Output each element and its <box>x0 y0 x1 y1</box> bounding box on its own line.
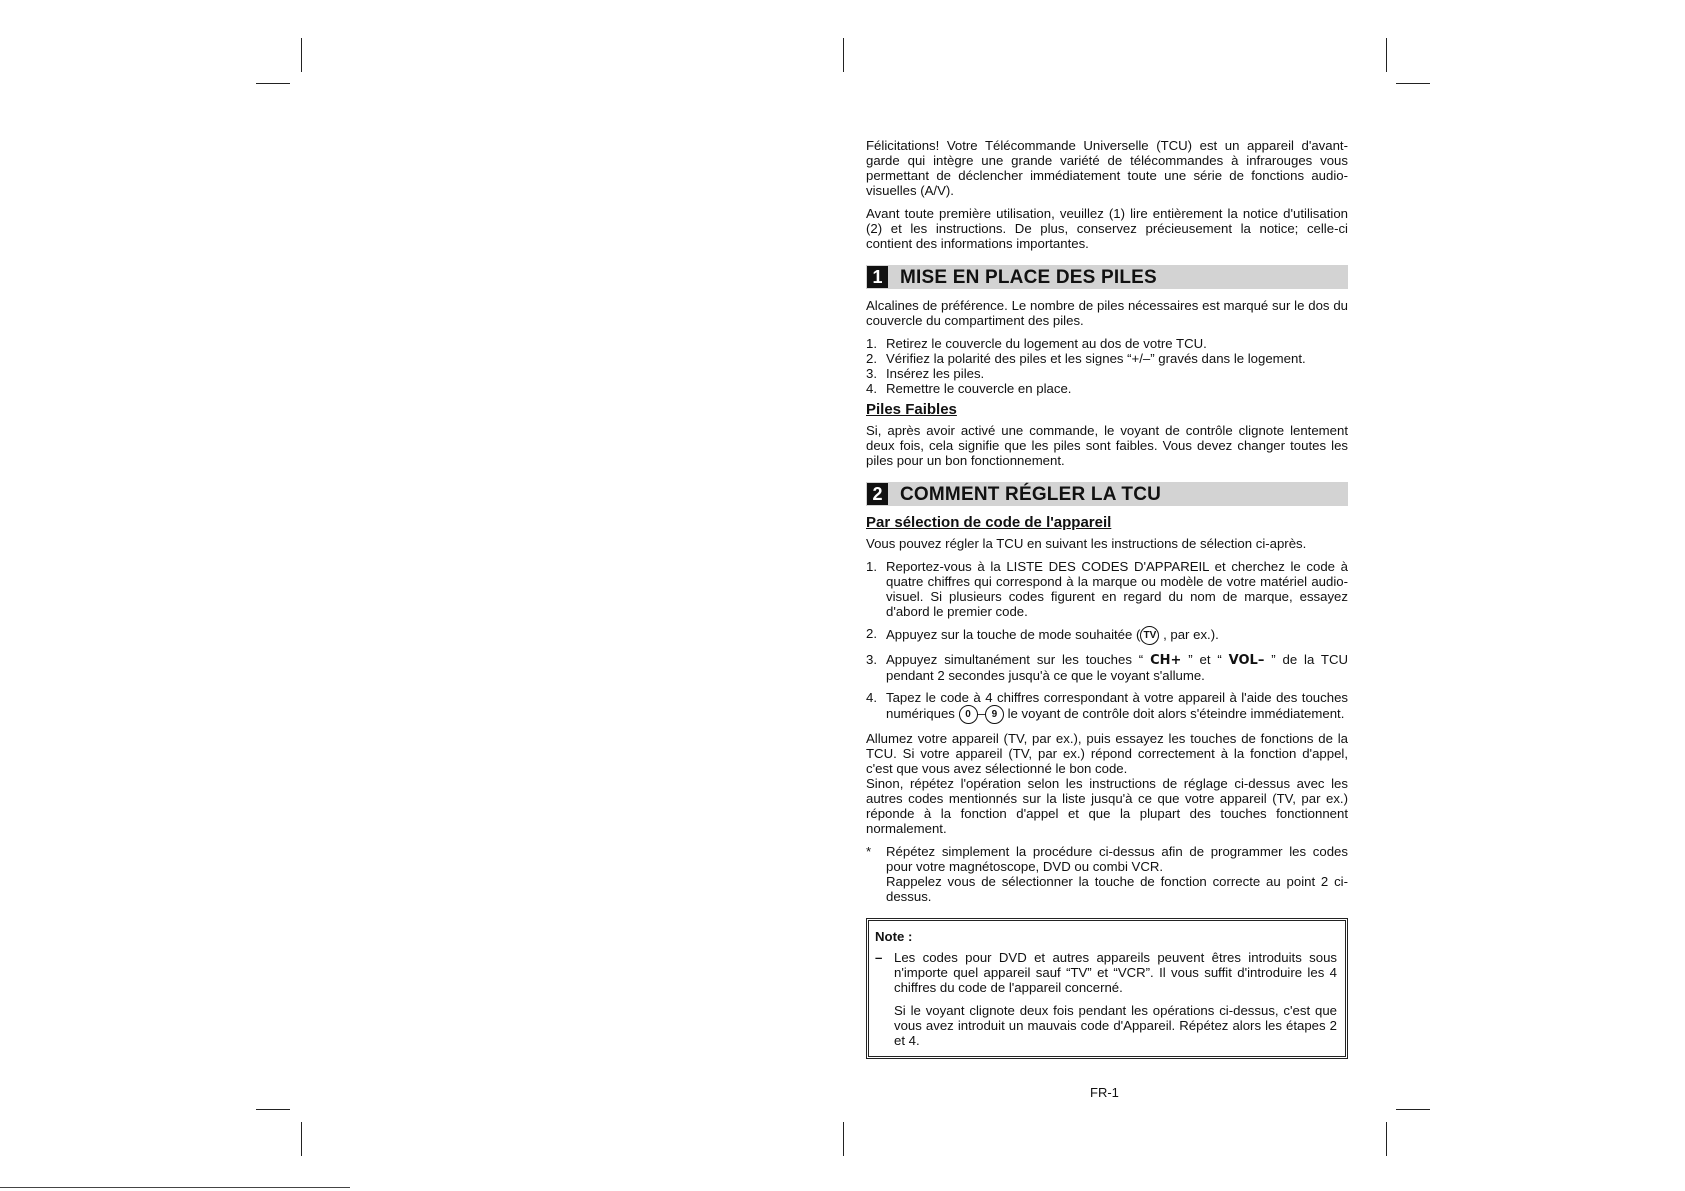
tv-key-icon: TV <box>1140 626 1159 645</box>
subheading: Piles Faibles <box>866 401 957 418</box>
page-column <box>866 138 1348 1059</box>
list-item: 3. Insérez les piles. <box>866 366 985 381</box>
subheading: Par sélection de code de l'appareil <box>866 514 1112 531</box>
section-intro: Vous pouvez régler la TCU en suivant les instructions de sélection ci-après. <box>866 536 1307 551</box>
intro-paragraph: Félicitations! Votre Télécommande Universelle (TCU) est un appareil d'avant-garde qui intègre une grande variété de télécommandes à infrarouges vous permettant de déclencher immédiatement toute une série de fonctions audio-visuelles (A/V). <box>866 138 1348 198</box>
crop-mark <box>843 1122 844 1156</box>
crop-mark <box>301 38 302 72</box>
list-item: 2. Vérifiez la polarité des piles et les signes “+/–” gravés dans le logement. <box>866 351 1306 366</box>
note-heading: Note : <box>875 929 913 944</box>
section-header <box>866 265 1348 289</box>
crop-mark <box>256 83 290 84</box>
section-title: COMMENT RÉGLER LA TCU <box>900 483 1162 505</box>
note-box <box>866 918 1348 1059</box>
body-paragraph: Allumez votre appareil (TV, par ex.), puis essayez les touches de fonctions de la TCU. Si votre appareil (TV, par ex.) répond correctement à la fonction d'appel, c'est que vous avez sélectionné le bon code. <box>866 731 1348 776</box>
list-item: 1. Reportez-vous à la LISTE DES CODES D'APPAREIL et cherchez le code à quatre chiffres qui correspond à la marque ou modèle de votre matériel audio-visuel. Si plusieurs codes figurent en regard du nom de marque, essayez d'abord le premier code. <box>866 559 1348 619</box>
list-item: 3. Appuyez simultanément sur les touches “ CH+ ” et “ VOL– ” de la TCU pendant 2 secondes jusqu'à ce que le voyant s'allume. <box>866 652 1349 683</box>
setup-steps <box>866 559 1348 724</box>
section-number: 2 <box>867 483 888 505</box>
crop-mark <box>1386 1122 1387 1156</box>
star-note: * Répétez simplement la procédure ci-dessus afin de programmer les codes pour votre magnétoscope, DVD ou combi VCR. Rappelez vous de sélectionner la touche de fonction correcte au point 2 ci-dessus. <box>866 844 1348 904</box>
page-number: FR-1 <box>1090 1085 1119 1100</box>
crop-mark <box>1396 83 1430 84</box>
digit-0-key-icon: 0 <box>959 705 978 724</box>
note-text: Les codes pour DVD et autres appareils peuvent êtres introduits sous n'importe quel appareil sauf “TV” et “VCR”. Il vous suffit d'introduire les 4 chiffres du code de l'appareil concerné. <box>894 950 1337 995</box>
body-paragraph: Sinon, répétez l'opération selon les instructions de réglage ci-dessus avec les autres codes mentionnés sur la liste jusqu'à ce que votre appareil (TV, par ex.) réponde à la fonction d'appel et que la plupart des touches fonctionnent normalement. <box>866 776 1348 836</box>
section-number: 1 <box>867 266 888 288</box>
low-battery-text: Si, après avoir activé une commande, le voyant de contrôle clignote lentement deux fois, cela signifie que les piles sont faibles. Vous devez changer toutes les piles pour un bon fonctionnement. <box>866 423 1348 468</box>
note-text: Si le voyant clignote deux fois pendant les opérations ci-dessus, c'est que vous avez introduit un mauvais code d'Appareil. Répétez alors les étapes 2 et 4. <box>894 1003 1337 1048</box>
intro-paragraph: Avant toute première utilisation, veuillez (1) lire entièrement la notice d'utilisation (2) et les instructions. De plus, conservez précieusement la notice; celle-ci contient des informations importantes. <box>866 206 1348 251</box>
crop-mark <box>843 38 844 72</box>
crop-mark <box>1386 38 1387 72</box>
bottom-rule <box>0 1187 350 1188</box>
list-item: 1. Retirez le couvercle du logement au dos de votre TCU. <box>866 336 1207 351</box>
digit-9-key-icon: 9 <box>985 705 1004 724</box>
crop-mark <box>301 1122 302 1156</box>
list-item: 4. Tapez le code à 4 chiffres correspondant à votre appareil à l'aide des touches numériques 0 – 9 le voyant de contrôle doit alors s'éteindre immédiatement. <box>866 690 1348 724</box>
ch-plus-key: CH+ <box>1150 653 1182 668</box>
section-header <box>866 482 1348 506</box>
list-item: 4. Remettre le couvercle en place. <box>866 381 1072 396</box>
battery-steps <box>866 336 1348 396</box>
vol-minus-key: VOL– <box>1228 653 1265 668</box>
crop-mark <box>256 1109 290 1110</box>
crop-mark <box>1396 1109 1430 1110</box>
section-intro: Alcalines de préférence. Le nombre de piles nécessaires est marqué sur le dos du couvercle du compartiment des piles. <box>866 298 1348 328</box>
note-item: – Les codes pour DVD et autres appareils peuvent êtres introduits sous n'importe quel appareil sauf “TV” et “VCR”. Il vous suffit d'introduire les 4 chiffres du code de l'appareil concerné. Si le voyant clignote deux fois pendant les opérations ci-dessus, c'est que vous avez introduit un mauvais code d'Appareil. Répétez alors les étapes 2 et 4. <box>875 950 1337 1048</box>
list-item: 2. Appuyez sur la touche de mode souhaitée ( TV , par ex.). <box>866 626 1348 645</box>
section-title: MISE EN PLACE DES PILES <box>900 266 1157 288</box>
